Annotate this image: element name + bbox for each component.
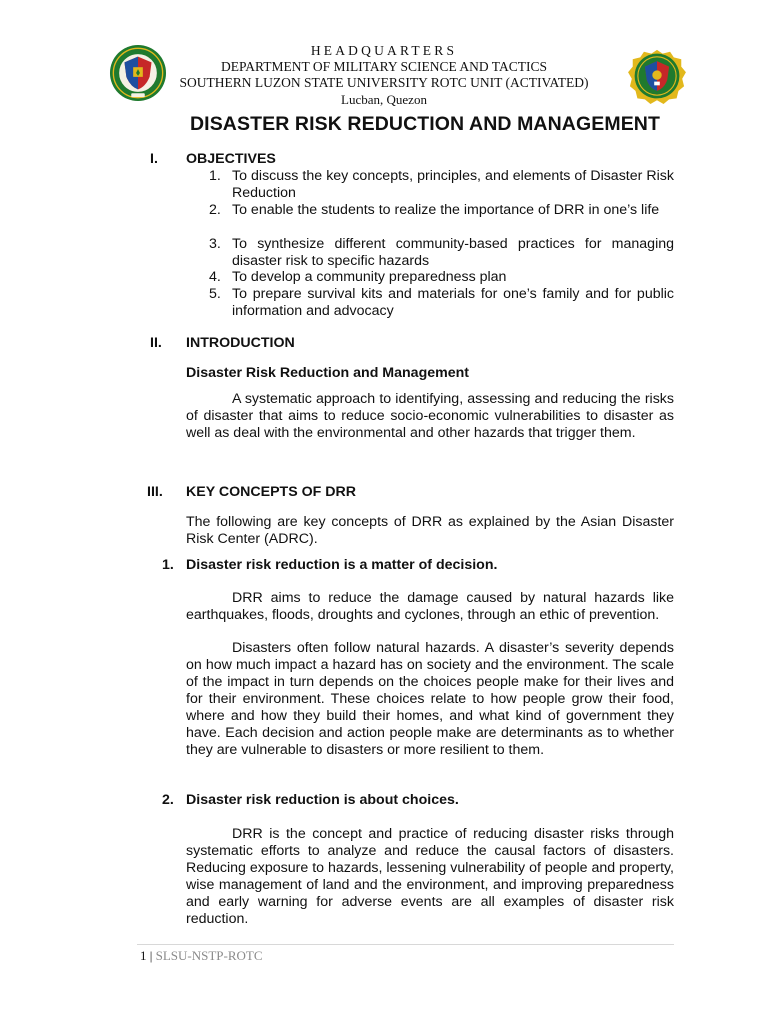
objective-item: To prepare survival kits and materials for one’s family and for public information and advocacy bbox=[232, 286, 674, 319]
concept-paragraph: DRR aims to reduce the damage caused by natural hazards like earthquakes, floods, droughts and cyclones, through an ethic of prevention. bbox=[186, 590, 674, 623]
concept-number: 2. bbox=[162, 792, 174, 808]
concept-heading: Disaster risk reduction is a matter of decision. bbox=[186, 557, 498, 573]
header-department: DEPARTMENT OF MILITARY SCIENCE AND TACTICS bbox=[221, 59, 547, 74]
objective-item: To synthesize different community-based practices for managing disaster risk to specific hazards bbox=[232, 236, 674, 269]
section-numeral-key-concepts: III. bbox=[147, 484, 163, 500]
concept-number: 1. bbox=[162, 557, 174, 573]
section-heading-key-concepts: KEY CONCEPTS OF DRR bbox=[186, 484, 357, 500]
rotc-unit-seal-icon bbox=[627, 48, 687, 104]
key-concepts-intro: The following are key concepts of DRR as explained by the Asian Disaster Risk Center (ADRC). bbox=[186, 514, 674, 547]
objective-number: 5. bbox=[209, 286, 221, 302]
header-headquarters: HEADQUARTERS bbox=[310, 43, 458, 58]
introduction-paragraph: A systematic approach to identifying, assessing and reducing the risks of disaster that aims to reduce socio-economic vulnerabilities to disaster as well as deal with the environmental and other hazards that trigger them. bbox=[186, 391, 674, 441]
section-heading-introduction: INTRODUCTION bbox=[186, 335, 295, 351]
page-number: 1 bbox=[140, 948, 147, 963]
section-numeral-objectives: I. bbox=[150, 151, 158, 167]
header-university-unit: SOUTHERN LUZON STATE UNIVERSITY ROTC UNIT (ACTIVATED) bbox=[179, 75, 589, 90]
introduction-subheading: Disaster Risk Reduction and Management bbox=[186, 365, 470, 381]
page-footer bbox=[140, 948, 263, 964]
footer-separator: | bbox=[149, 948, 153, 963]
concept-heading: Disaster risk reduction is about choices. bbox=[186, 792, 459, 808]
header-location: Lucban, Quezon bbox=[341, 92, 427, 107]
footer-organization: SLSU-NSTP-ROTC bbox=[155, 948, 263, 963]
objective-item: To develop a community preparedness plan bbox=[232, 269, 507, 285]
concept-paragraph: DRR is the concept and practice of reducing disaster risks through systematic efforts to analyze and reduce the causal factors of disasters. Reducing exposure to hazards, lessening vulnerability of people and property, wise management of land and the environment, and improving preparedness and early warning for adverse events are all examples of disaster risk reduction. bbox=[186, 826, 674, 927]
concept-paragraph: Disasters often follow natural hazards. A disaster’s severity depends on how much impact a hazard has on society and the environment. The scale of the impact in turn depends on the choices people make for their lives and for their environment. These choices relate to how people grow their food, where and how they build their homes, and what kind of government they have. Each decision and action people make are determinants as to whether they are vulnerable to disasters or more resilient to them. bbox=[186, 640, 674, 758]
objective-item: To discuss the key concepts, principles, and elements of Disaster Risk Reduction bbox=[232, 168, 674, 201]
section-numeral-introduction: II. bbox=[150, 335, 162, 351]
objective-number: 4. bbox=[209, 269, 221, 285]
objective-number: 1. bbox=[209, 168, 221, 184]
footer-divider bbox=[137, 944, 674, 945]
objective-number: 2. bbox=[209, 202, 221, 218]
document-title: DISASTER RISK REDUCTION AND MANAGEMENT bbox=[190, 113, 661, 135]
section-heading-objectives: OBJECTIVES bbox=[186, 151, 276, 167]
objective-item: To enable the students to realize the importance of DRR in one’s life bbox=[232, 202, 660, 218]
objective-number: 3. bbox=[209, 236, 221, 252]
